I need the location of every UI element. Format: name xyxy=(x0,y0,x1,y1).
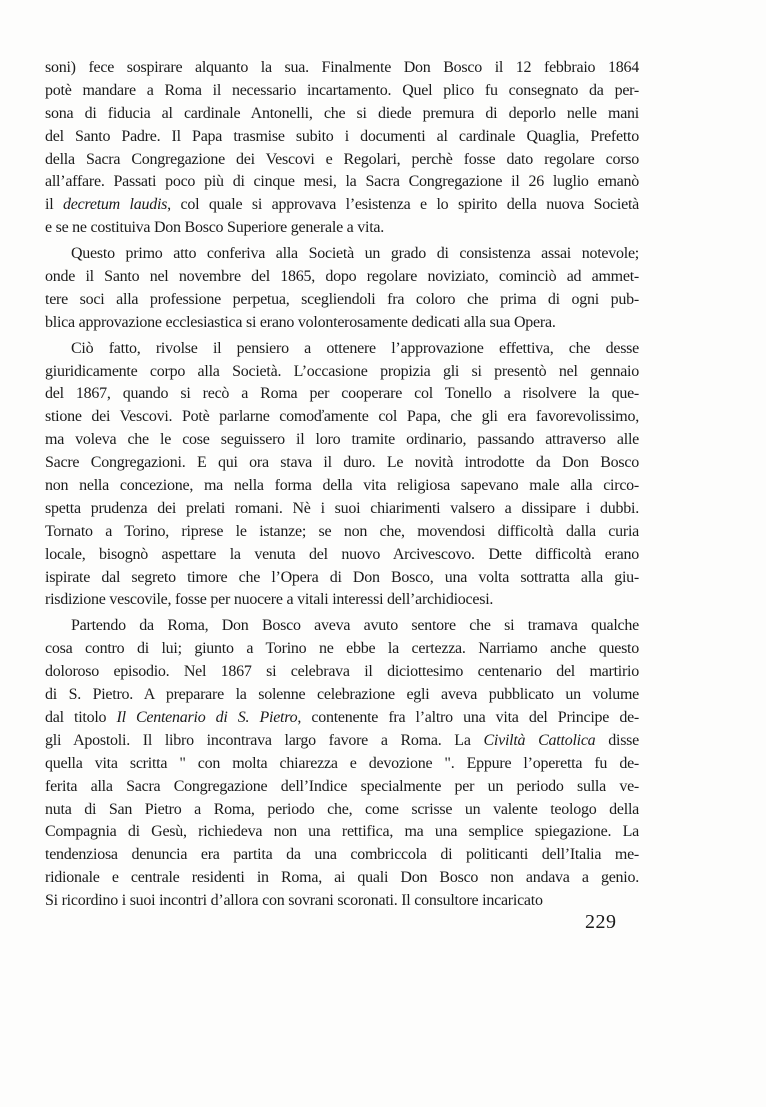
italic-text-segment: Il Centenario di S. Pietro xyxy=(116,708,298,726)
text-segment: Partendo da Roma, Don Bosco aveva avuto sentore che si tramava qualche xyxy=(71,617,639,635)
text-segment: del 1867, quando si recò a Roma per cooperare col Tonello a risolvere la que- xyxy=(45,385,639,403)
text-segment: Tornato a Torino, riprese le istanze; se non che, movendosi difficoltà dalla curia xyxy=(45,522,639,540)
text-line xyxy=(45,383,639,406)
paragraph xyxy=(45,57,639,240)
text-segment: della Sacra Congregazione dei Vescovi e Regolari, perchè fosse dato regolare corso xyxy=(45,150,639,168)
text-segment: Ciò fatto, rivolse il pensiero a ottenere l’approvazione effettiva, che desse xyxy=(71,339,639,357)
text-segment: del Santo Padre. Il Papa trasmise subito i documenti al cardinale Quaglia, Prefetto xyxy=(45,127,639,145)
text-line xyxy=(45,149,639,172)
text-segment: disse xyxy=(595,731,639,749)
text-segment: locale, bisognò aspettare la venuta del nuovo Arcivescovo. Dette difficoltà erano xyxy=(45,545,639,563)
text-segment: sona di fiducia al cardinale Antonelli, che si diede premura di deporlo nelle mani xyxy=(45,104,639,122)
text-line xyxy=(45,544,639,567)
text-segment: Questo primo atto conferiva alla Società un grado di consistenza assai notevole; xyxy=(71,245,639,263)
text-segment: ferita alla Sacra Congregazione dell’Indice specialmente per un periodo sulla ve- xyxy=(45,777,639,795)
text-segment: , col quale si approvava l’esistenza e lo spirito della nuova Società xyxy=(167,196,639,214)
text-line xyxy=(45,171,639,194)
text-line xyxy=(45,475,639,498)
text-segment: gli Apostoli. Il libro incontrava largo favore a Roma. La xyxy=(45,731,484,749)
text-line xyxy=(45,289,639,312)
text-segment: ridionale e centrale residenti in Roma, ai quali Don Bosco non andava a genio. xyxy=(45,869,639,887)
text-line xyxy=(45,730,639,753)
text-line xyxy=(45,452,639,475)
text-line xyxy=(45,57,639,80)
text-segment: doloroso episodio. Nel 1867 si celebrava il diciottesimo centenario del martirio xyxy=(45,663,639,681)
text-line xyxy=(45,126,639,149)
text-segment: all’affare. Passati poco più di cinque mesi, la Sacra Congregazione il 26 luglio emanò xyxy=(45,173,639,191)
text-segment: tere soci alla professione perpetua, scegliendoli fra coloro che prima di ogni pub- xyxy=(45,290,639,308)
text-block xyxy=(45,57,639,913)
text-segment: cosa contro di lui; giunto a Torino ne ebbe la certezza. Narriamo anche questo xyxy=(45,640,639,658)
text-line xyxy=(45,217,639,240)
text-line xyxy=(45,821,639,844)
text-segment: ma voleva che le cose seguissero il loro tramite ordinario, passando attraverso alle xyxy=(45,431,639,449)
text-segment: nuta di San Pietro a Roma, periodo che, come scrisse un valente teologo della xyxy=(45,800,639,818)
text-segment: spetta prudenza dei prelati romani. Nè i suoi chiarimenti valsero a dissipare i dubbi. xyxy=(45,499,639,517)
text-line xyxy=(45,753,639,776)
text-segment: potè mandare a Roma il necessario incartamento. Quel plico fu consegnato da per- xyxy=(45,81,639,99)
text-segment: il xyxy=(45,196,63,214)
text-segment: soni) fece sospirare alquanto la sua. Finalmente Don Bosco il 12 febbraio 1864 xyxy=(45,59,639,76)
text-line xyxy=(45,567,639,590)
text-line xyxy=(45,776,639,799)
text-line xyxy=(45,684,639,707)
text-line xyxy=(45,406,639,429)
paragraph xyxy=(45,338,639,613)
text-line xyxy=(45,589,639,612)
text-segment: stione dei Vescovi. Potè parlarne comoďamente col Papa, che gli era favorevolissimo, xyxy=(45,408,639,426)
text-line xyxy=(45,243,639,266)
text-segment: risdizione vescovile, fosse per nuocere a vitali interessi dell’archidiocesi. xyxy=(45,591,494,609)
text-line xyxy=(45,799,639,822)
italic-text-segment: Civiltà Cattolica xyxy=(483,731,596,749)
text-line xyxy=(45,338,639,361)
text-line xyxy=(45,80,639,103)
text-segment: blica approvazione ecclesiastica si erano volonterosamente dedicati alla sua Opera. xyxy=(45,313,556,331)
text-line xyxy=(45,361,639,384)
text-segment: Si ricordino i suoi incontri d’allora con sovrani scoronati. Il consultore incaricato xyxy=(45,892,543,910)
text-segment: quella vita scritta " con molta chiarezza e devozione ". Eppure l’operetta fu de- xyxy=(45,754,639,772)
text-line xyxy=(45,638,639,661)
paragraph xyxy=(45,615,639,913)
text-line xyxy=(45,266,639,289)
text-line xyxy=(45,521,639,544)
text-line xyxy=(45,498,639,521)
text-segment: dal titolo xyxy=(45,708,117,726)
text-line xyxy=(45,707,639,730)
paragraph xyxy=(45,243,639,335)
page-number: 229 xyxy=(585,911,617,933)
text-segment: onde il Santo nel novembre del 1865, dopo regolare noviziato, cominciò ad ammet- xyxy=(45,268,639,286)
text-segment: , contenente fra l’altro una vita del Principe de- xyxy=(297,708,639,726)
text-line xyxy=(45,312,639,335)
text-line xyxy=(45,615,639,638)
text-segment: di S. Pietro. A preparare la solenne celebrazione egli aveva pubblicato un volume xyxy=(45,686,639,704)
text-segment: e se ne costituiva Don Bosco Superiore generale a vita. xyxy=(45,219,385,237)
text-line xyxy=(45,429,639,452)
text-line xyxy=(45,661,639,684)
text-segment: Compagnia di Gesù, richiedeva non una rettifica, ma una semplice spiegazione. La xyxy=(45,823,639,841)
text-segment: Sacre Congregazioni. E qui ora stava il duro. Le novità introdotte da Don Bosco xyxy=(45,454,639,472)
text-line xyxy=(45,890,639,913)
text-line xyxy=(45,103,639,126)
text-line xyxy=(45,844,639,867)
text-segment: ispirate dal segreto timore che l’Opera di Don Bosco, una volta sottratta alla giu- xyxy=(45,568,639,586)
italic-text-segment: decretum laudis xyxy=(63,196,168,214)
text-line xyxy=(45,867,639,890)
text-segment: non nella concezione, ma nella forma della vita religiosa sapevano male alla circo- xyxy=(45,477,639,495)
text-segment: tendenziosa denuncia era partita da una combriccola di politicanti dell’Italia me- xyxy=(45,846,639,864)
text-segment: giuridicamente corpo alla Società. L’occasione propizia gli si presentò nel gennaio xyxy=(45,362,639,380)
text-line xyxy=(45,194,639,217)
